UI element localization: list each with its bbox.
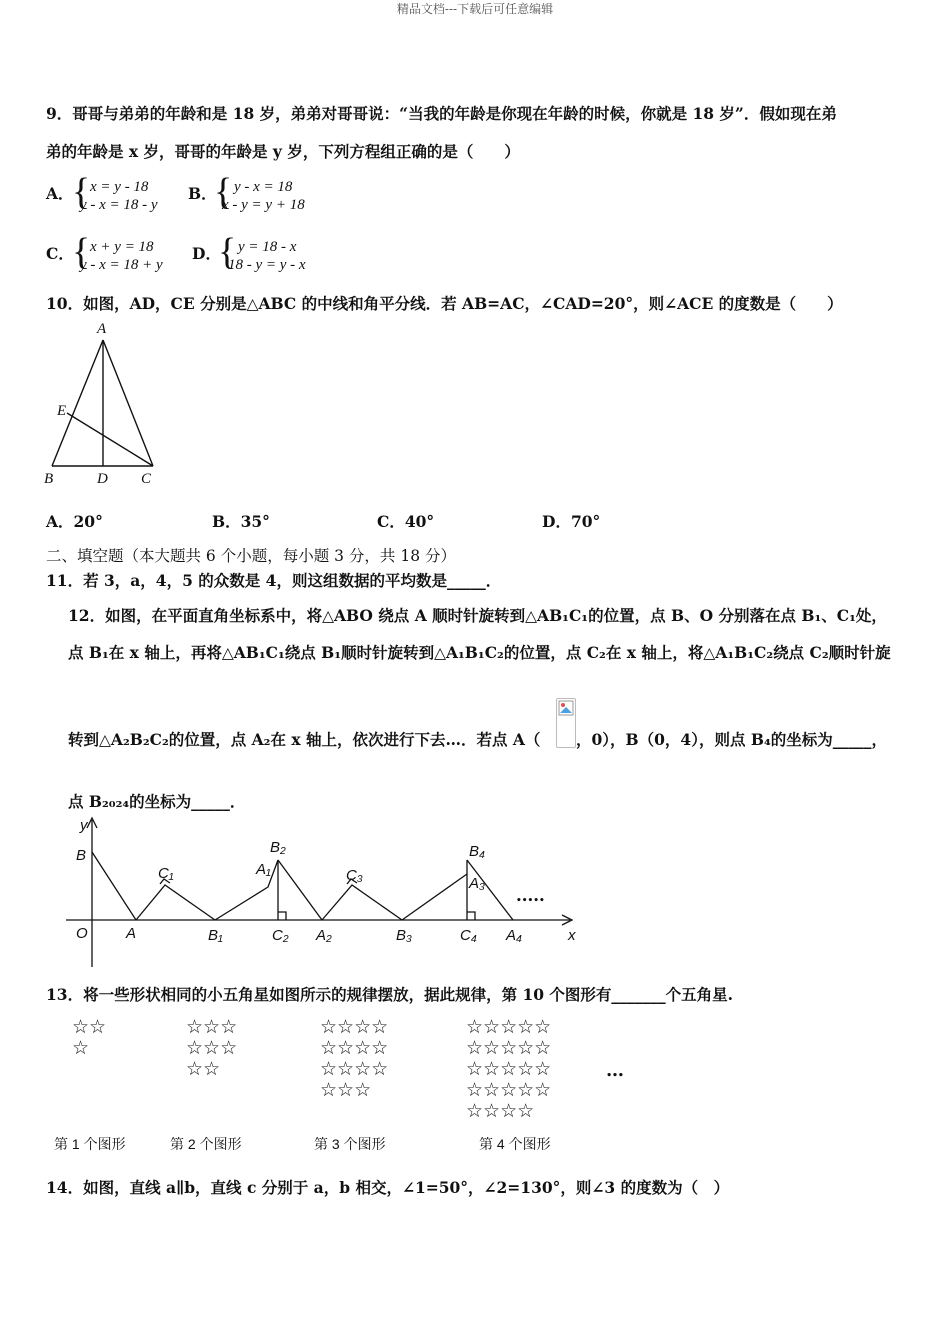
c2-right-angle-icon <box>278 912 286 920</box>
label-e: E <box>57 403 67 419</box>
label-c1: C₁ <box>158 865 174 882</box>
q13-caption-1: 第 1 个图形 <box>54 1136 126 1152</box>
q13-figure-1 <box>72 1017 106 1059</box>
q12-line3-part2: ，0），B（0，4），则点 B₄的坐标为_____， <box>576 730 887 749</box>
q14-text: 14．如图，直线 a∥b，直线 c 分别于 a，b 相交，∠1=50°，∠2=130°，则∠3 的度数为（ ） <box>46 1178 730 1197</box>
label-a2: A₂ <box>316 927 332 944</box>
label-d: D <box>97 471 108 487</box>
star-row: ☆☆☆ <box>186 1037 238 1059</box>
triangle-a2-c3-b3 <box>322 885 402 920</box>
label-x: x <box>568 927 576 944</box>
brace-icon: { <box>72 231 91 273</box>
section2-title: 二、填空题（本大题共 6 个小题，每小题 3 分，共 18 分） <box>46 547 457 565</box>
star-row: ☆☆ <box>186 1058 221 1080</box>
star-row: ☆☆☆☆☆ <box>466 1037 552 1059</box>
q13-figure-3 <box>320 1017 388 1101</box>
label-b4: B₄ <box>469 843 486 860</box>
q13-ellipsis: … <box>606 1060 624 1081</box>
label-c3: C₃ <box>346 867 363 884</box>
star-row: ☆☆☆☆ <box>320 1016 389 1038</box>
q13-caption-3: 第 3 个图形 <box>314 1136 386 1152</box>
label-a3: A₃ <box>469 875 485 892</box>
star-row: ☆☆☆☆☆ <box>466 1016 552 1038</box>
label-a: A <box>97 321 107 337</box>
segment-ac <box>103 340 153 466</box>
label-c: C <box>141 471 152 487</box>
star-row: ☆☆☆☆☆ <box>466 1079 552 1101</box>
q12-rotation-figure <box>60 812 590 972</box>
star-row: ☆☆☆ <box>320 1079 372 1101</box>
star-row: ☆☆☆☆☆ <box>466 1058 552 1080</box>
label-a: A <box>126 925 137 942</box>
q9-line2: 弟的年龄是 x 岁，哥哥的年龄是 y 岁，下列方程组正确的是（ ） <box>46 142 520 161</box>
label-a1: A₁ <box>256 861 271 878</box>
star-row: ☆☆☆ <box>186 1016 238 1038</box>
label-y: y <box>80 817 88 834</box>
q11-text: 11．若 3，a，4，5 的众数是 4，则这组数据的平均数是_____． <box>46 571 502 590</box>
segment-ce <box>67 413 153 466</box>
label-b1: B₁ <box>208 927 223 944</box>
star-row: ☆☆☆☆ <box>320 1058 389 1080</box>
q13-figure-4 <box>466 1017 551 1122</box>
star-row: ☆☆☆☆ <box>466 1100 535 1122</box>
label-c4: C₄ <box>460 927 477 944</box>
segment-b3-a3 <box>402 874 467 920</box>
page-header: 精品文档---下载后可任意编辑 <box>396 2 554 16</box>
brace-icon: { <box>218 231 237 273</box>
q10-option-c: C．40° <box>377 512 435 531</box>
label-b: B <box>44 471 54 487</box>
q12-line4: 点 B₂₀₂₄的坐标为_____． <box>68 792 246 811</box>
q13-caption-2: 第 2 个图形 <box>170 1136 242 1152</box>
segment-b-a <box>92 852 136 920</box>
q10-option-d: D．70° <box>542 512 601 531</box>
q13-text: 13．将一些形状相同的小五角星如图所示的规律摆放，据此规律，第 10 个图形有_______个五角星. <box>46 985 734 1004</box>
star-row: ☆☆ <box>72 1016 107 1038</box>
q10-triangle-figure <box>40 318 170 490</box>
q10-option-a: A．20° <box>46 512 103 531</box>
q12-line3-part1: 转到△A₂B₂C₂的位置，点 A₂在 x 轴上，依次进行下去…．若点 A（ <box>68 730 541 749</box>
c4-right-angle-icon <box>467 912 475 920</box>
q12-line1: 12．如图，在平面直角坐标系中，将△ABO 绕点 A 顺时针旋转到△AB₁C₁的位置，点 B、O 分别落在点 B₁、C₁处， <box>68 606 887 625</box>
continuation-dots: ••••• <box>516 896 545 906</box>
brace-icon: { <box>72 171 91 213</box>
label-a4: A₄ <box>506 927 523 944</box>
q13-caption-4: 第 4 个图形 <box>479 1136 551 1152</box>
label-b3: B₃ <box>396 927 412 944</box>
q9-line1: 9．哥哥与弟弟的年龄和是 18 岁，弟弟对哥哥说：“当我的年龄是你现在年龄的时候，你就是 18 岁”．假如现在弟 <box>46 104 837 123</box>
triangle-a-c1-b1 <box>136 885 215 920</box>
star-row: ☆ <box>72 1037 90 1059</box>
broken-image-icon <box>556 698 576 748</box>
brace-icon: { <box>214 171 233 213</box>
q10-option-b: B．35° <box>212 512 270 531</box>
label-b: B <box>76 847 87 864</box>
segment-b2-a2 <box>278 860 322 920</box>
label-b2: B₂ <box>270 839 286 856</box>
star-row: ☆☆☆☆ <box>320 1037 389 1059</box>
q10-text: 10．如图，AD，CE 分别是△ABC 的中线和角平分线．若 AB=AC，∠CAD=20°，则∠ACE 的度数是（ ） <box>46 294 843 313</box>
q13-figure-2 <box>186 1017 237 1080</box>
label-c2: C₂ <box>272 927 289 944</box>
label-o: O <box>76 925 88 942</box>
q12-line2: 点 B₁在 x 轴上，再将△AB₁C₁绕点 B₁顺时针旋转到△A₁B₁C₂的位置，点 C₂在 x 轴上，将△A₁B₁C₂绕点 C₂顺时针旋 <box>68 643 891 662</box>
